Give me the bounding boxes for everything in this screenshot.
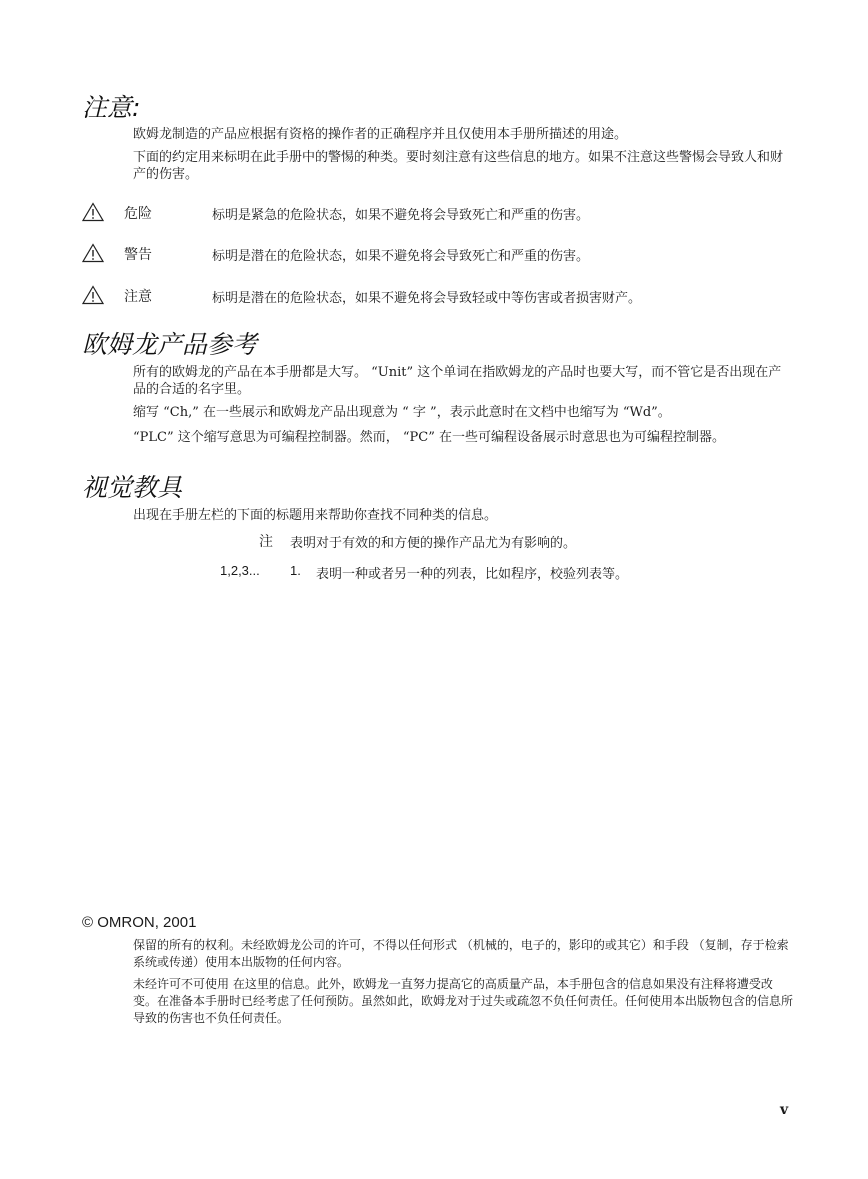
reference-para-3: “PLC” 这个缩写意思为可编程控制器。然而， “PC” 在一些可编程设备展示时意思也为可编程控制器。 [133, 430, 726, 445]
copyright-para-2: 未经许可不可使用 在这里的信息。此外，欧姆龙一直努力提高它的高质量产品，本手册包含的信息如果没有注释将遭受改变。在准备本手册时已经考虑了任何预防。虽然如此，欧姆龙对于过失或疏忽不负任何责任。任何使用本出版物包含的信息所导致的伤害也不负任何责任。 [133, 977, 794, 1025]
level-desc: 标明是紧急的危险状态，如果不避免将会导致死亡和严重的伤害。 [212, 208, 590, 223]
list-label: 1,2,3... [220, 563, 260, 578]
level-term: 注意 [124, 289, 152, 305]
reference-para-2: 缩写 “Ch,” 在一些展示和欧姆龙产品出现意为 “ 字 ”，表示此意时在文档中也缩写为 “Wd”。 [133, 405, 671, 420]
warning-triangle-icon [82, 202, 104, 222]
level-desc: 标明是潜在的危险状态，如果不避免将会导致轻或中等伤害或者损害财产。 [212, 291, 642, 306]
reference-para-1: 所有的欧姆龙的产品在本手册都是大写。 “Unit” 这个单词在指欧姆龙的产品时也要大写，而不管它是否出现在产品的合适的名字里。 [133, 365, 782, 397]
notice-para-2: 下面的约定用来标明在此手册中的警惕的种类。要时刻注意有这些信息的地方。如果不注意这些警惕会导致人和财产的伤害。 [133, 150, 784, 182]
level-danger [82, 202, 802, 224]
reference-heading: 欧姆龙产品参考 [82, 330, 258, 359]
level-term: 危险 [124, 206, 152, 222]
list-number: 1. [290, 563, 301, 578]
level-term: 警告 [124, 247, 152, 263]
level-desc: 标明是潜在的危险状态，如果不避免将会导致死亡和严重的伤害。 [212, 249, 590, 264]
copyright-para-1: 保留的所有的权利。未经欧姆龙公司的许可，不得以任何形式 （机械的，电子的，影印的或其它）和手段 （复制，存于检索系统或传递）使用本出版物的任何内容。 [133, 938, 789, 969]
note-text: 表明对于有效的和方便的操作产品尤为有影响的。 [290, 536, 577, 551]
visual-aids-intro: 出现在手册左栏的下面的标题用来帮助你查找不同种类的信息。 [133, 508, 498, 523]
warning-triangle-icon [82, 243, 104, 263]
level-warning [82, 243, 802, 265]
warning-triangle-icon [82, 285, 104, 305]
list-text: 表明一种或者另一种的列表，比如程序，校验列表等。 [316, 567, 629, 582]
level-caution [82, 285, 802, 307]
page-number: v [780, 1102, 789, 1118]
visual-aids-heading: 视觉教具 [82, 473, 183, 502]
notice-heading: 注意: [82, 93, 141, 122]
copyright-title: © OMRON, 2001 [82, 914, 197, 931]
notice-para-1: 欧姆龙制造的产品应根据有资格的操作者的正确程序并且仅使用本手册所描述的用途。 [133, 127, 628, 142]
note-label: 注 [259, 534, 273, 550]
